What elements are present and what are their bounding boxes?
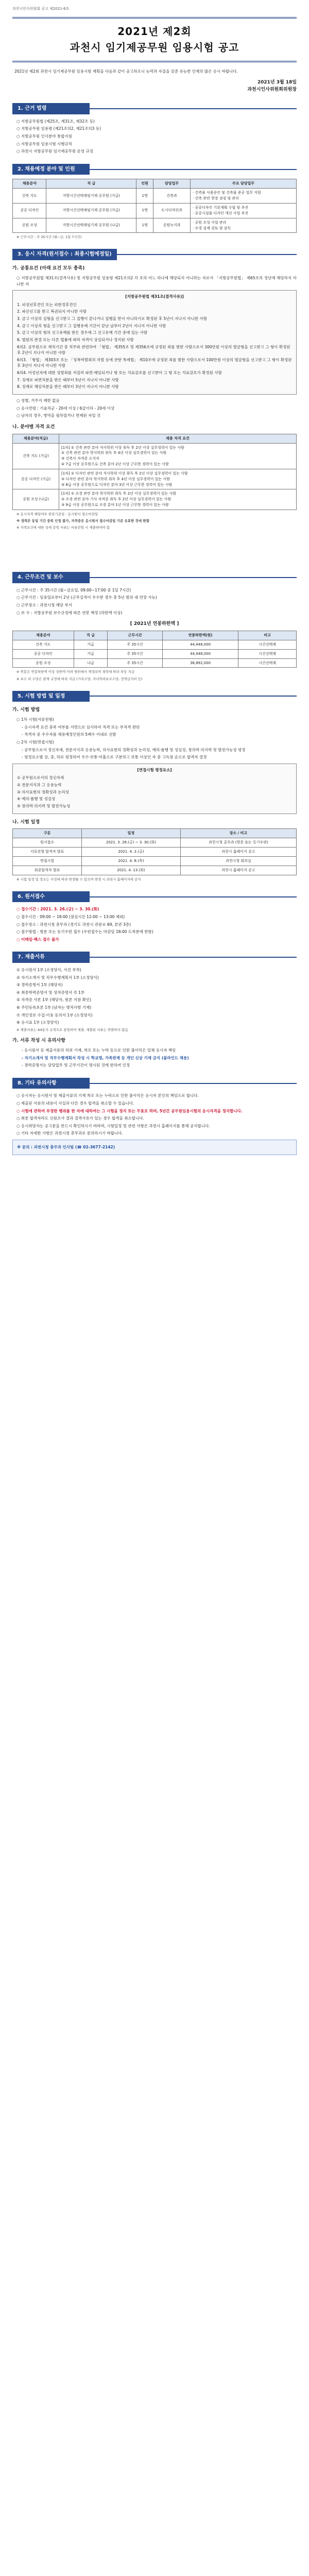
section-2-title: 2. 채용예정 분야 및 인원 [12, 164, 90, 175]
s8-item: ○ 시험에 관하여 부정한 행위를 한 자에 대하여는 그 시험을 정지 또는 무효로 하며, 5년간 공무원임용시험의 응시자격을 정지합니다. [16, 1108, 243, 1113]
s8-item: ○ 응시희망자는 공고문을 반드시 확인하시기 바라며, 시험일정 및 관련 사항은 과천시 홈페이지를 통해 공지합니다. [16, 1123, 210, 1128]
section-4-title: 4. 근무조건 및 보수 [12, 572, 90, 583]
s7-item: ⑤ 자격증 사본 1부 (해당자, 원본 지참 확인) [16, 997, 92, 1003]
s7-item: ② 자기소개서 및 직무수행계획서 1부 (소정양식) [16, 975, 99, 980]
box-item: ① 공무원으로서의 정신자세 [17, 775, 64, 781]
box-item: 4. 금고 이상의 형을 선고받고 그 집행유예 기간이 끝난 날부터 2년이 지나지 아니한 사람 [17, 323, 166, 328]
intro-text: 2021년 제2회 과천시 임기제공무원 임용시험 계획을 다음과 같이 공고하오니 능력과 자질을 갖춘 유능한 인재의 많은 응시 바랍니다. [14, 69, 238, 74]
table-row [13, 204, 297, 218]
title-banner [12, 17, 297, 62]
table-header: 비고 [238, 631, 297, 640]
table-cell: · 공원 조성 사업 관리 · 조경 설계 검토 및 감독 [191, 218, 297, 233]
s5-sub2: 나. 시험 일정 [12, 819, 40, 825]
s5-p2b: - 평정요소별 상, 중, 하로 평정하여 우수·보통·미흡으로 구분하고 보통 이상인 자 중 고득점 순으로 합격자 결정 [22, 755, 207, 760]
s5-p1b: - 적격자 중 우수자를 채용예정인원의 5배수 이내로 선발 [22, 732, 116, 737]
s1-item: ○ 지방공무원법 (제25조, 제31조, 제32조 등) [16, 118, 95, 124]
s1-item: ○ 지방공무원 임용시험 시행규칙 [16, 141, 72, 146]
table-cell: 공원 조성 (나급) [13, 489, 59, 510]
section-8-header [12, 1078, 297, 1089]
s3b-sub: 나. 분야별 자격 요건 [12, 424, 55, 430]
table-row [13, 866, 297, 875]
section-7-title: 7. 제출서류 [12, 952, 90, 963]
s7-item: ④ 최종학력증명서 및 성적증명서 각 1부 [16, 990, 85, 995]
s6-item: ○ 접수기간 : 2021. 3. 26.(금) ~ 3. 30.(화) [16, 907, 99, 912]
section-6-title: 6. 원서접수 [12, 891, 90, 903]
s3-p2: ○ 성별, 거주지 제한 없음 [16, 398, 60, 403]
table-cell: 건축 지도 (가급) [13, 443, 59, 469]
table-header: 채용 자격 요건 [59, 434, 297, 443]
interview-box [12, 764, 297, 814]
s7-item: ⑧ 응시표 1부 (소정양식) [16, 1020, 59, 1025]
s7-item: ⑦ 개인정보 수집·이용 동의서 1부 (소정양식) [16, 1012, 93, 1018]
qualification-table [12, 434, 297, 510]
table-cell: 건축과 [153, 189, 190, 204]
table-cell: 지방시간선택제임기제 공무원 (나급) [46, 218, 136, 233]
s4-item: ○ 보 수 : 지방공무원 보수규정에 따른 연봉 책정 (하한액 이상) [16, 610, 123, 615]
table-cell: 44,448,000 [162, 649, 238, 658]
s8-item: ○ 응시자는 응시원서 및 제출서류의 기재 착오 또는 누락으로 인한 불이익은 응시자 본인의 책임으로 합니다. [16, 1093, 199, 1098]
table-cell: 2021. 4. 13.(화) [82, 866, 181, 875]
s5-p1: ○ 1차 시험(서류전형) [16, 717, 54, 722]
table-row [13, 489, 297, 510]
table-cell: 주 35시간 [108, 640, 162, 649]
table-cell: [1차] ① 건축 관련 분야 석사학위 이상 취득 후 2년 이상 실무경력이 있는 사람 ② 건축 관련 분야 학사학위 취득 후 4년 이상 실무경력이 있는 사람 ③ 건축사 자격증 소지자 ④ 7급 이상 공무원으로 건축 분야 2년 이상 근무한 경력이 있는 사람 [59, 443, 297, 469]
schedule-note: ※ 시험 일정 및 장소는 사정에 따라 변경될 수 있으며 변경 시 과천시 홈페이지에 공지 [16, 877, 141, 882]
table-header: 직 급 [74, 631, 108, 640]
table-cell: 1명 [136, 204, 153, 218]
salary-table [12, 631, 297, 668]
box-item: ④ 예의·품행 및 성실성 [17, 796, 56, 802]
table-cell: 2021. 3. 26.(금) ~ 3. 30.(화) [82, 838, 181, 848]
table-header: 담당업무 [153, 179, 190, 189]
table-header: 연봉하한액(원) [162, 631, 238, 640]
table-cell: 도시디자인과 [153, 204, 190, 218]
box-item: 6. 법원의 판결 또는 다른 법률에 따라 자격이 상실되거나 정지된 사람 [17, 337, 134, 342]
s3-p1: ○ 지방공무원법 제31조(결격사유) 및 지방공무원 임용령 제21조의2 각 호의 어느 하나에 해당되지 아니하는 자로서 「지방공무원법」 제65조의 정년에 해당하지 아니한 자 [16, 275, 297, 286]
table-cell: 과천시청 총무과 (방문 또는 등기우편) [180, 838, 296, 848]
table-cell: 2021. 4. 2.(금) [82, 848, 181, 857]
salary-table-title: [ 2021년 연봉하한액 ] [130, 621, 179, 627]
table-row [13, 640, 297, 649]
s2-note: ※ 근무시간 : 주 35시간 (월~금, 1일 7시간) [16, 235, 82, 240]
table-cell: 가급 [74, 640, 108, 649]
table-cell: 주 35시간 [108, 658, 162, 668]
s8-item: ○ 제출된 서류의 내용이 사실과 다른 경우 합격을 취소할 수 있습니다. [16, 1100, 134, 1106]
table-cell: 시간선택제 [238, 640, 297, 649]
s5-p1a: - 응시자격 요건 충족 여부를 서면으로 심사하여 적격 또는 부적격 판단 [22, 724, 140, 730]
table-cell: 시간선택제 [238, 658, 297, 668]
table-header: 채용분야 [13, 179, 46, 189]
box-item: 6의3. 「형법」 제303조 또는 「성폭력범죄의 처벌 등에 관한 특례법」 제10조에 규정된 죄를 범한 사람으로서 100만원 이상의 벌금형을 선고받고 그 형이 확정된 후 3년이 지나지 아니한 사람 [17, 357, 292, 368]
table-row [13, 469, 297, 489]
s7-sub-item: - 경력증명서는 담당업무 및 근무기간이 명시된 것에 한하여 인정 [22, 1063, 130, 1068]
notice-date: 2021년 3월 18일 [257, 80, 297, 86]
s6-item: ○ 접수장소 : 과천시청 총무과 (경기도 과천시 관문로 69, 본관 3층) [16, 922, 131, 927]
table-cell: 과천시 홈페이지 공고 [180, 866, 296, 875]
s3-sub1: 가. 공통요건 (아래 요건 모두 충족) [12, 265, 85, 271]
box-item: 2. 파산선고를 받고 복권되지 아니한 사람 [17, 309, 87, 314]
table-cell: 공원 조성 [13, 218, 46, 233]
table-header: 인원 [136, 179, 153, 189]
section-5-header [12, 691, 297, 702]
contact-text: ※ 문의 : 과천시청 총무과 인사팀 (☎ 02-3677-2142) [17, 1145, 115, 1149]
table-cell: 1명 [136, 189, 153, 204]
s4-item: ○ 근무기간 : 임용일로부터 2년 (근무실적이 우수한 경우 총 5년 범위 내 연장 가능) [16, 595, 157, 600]
title-line-2: 과천시 임기제공무원 임용시험 공고 [70, 41, 239, 54]
box-item: ② 전문지식과 그 응용능력 [17, 783, 62, 788]
table-header: 주요 담당업무 [191, 179, 297, 189]
table-row [13, 658, 297, 668]
box-item: 8. 징계로 해임처분을 받은 때부터 3년이 지나지 아니한 사람 [17, 384, 119, 389]
s4-note: ※ 연봉은 연봉하한액 이상 상한액 이하 범위에서 책정되며 경력에 따라 차등 지급 [16, 670, 135, 674]
box-title: [지방공무원법 제31조(결격사유)] [125, 294, 184, 299]
table-cell: 44,448,000 [162, 640, 238, 649]
title-line-1: 2021년 제2회 [117, 25, 192, 38]
table-row [13, 848, 297, 857]
table-cell: 지방시간선택제임기제 공무원 (가급) [46, 204, 136, 218]
table-cell: 주 35시간 [108, 649, 162, 658]
s8-item: ○ 최종 합격자라도 신원조사 결과 결격사유가 있는 경우 합격을 취소합니다. [16, 1116, 144, 1121]
table-cell: 공공 디자인 [13, 649, 74, 658]
table-header: 채용분야 [13, 631, 74, 640]
schedule-table [12, 828, 297, 875]
table-row [13, 189, 297, 204]
s3b-note: ※ 경력은 동일 기간 중복 인정 불가, 자격증은 응시원서 접수마감일 기준 유효한 것에 한함 [16, 519, 149, 523]
table-cell: 서류전형 합격자 발표 [13, 848, 82, 857]
section-2-header [12, 164, 297, 175]
s1-item: ○ 과천시 지방공무원 임기제공무원 운영 규정 [16, 149, 93, 154]
section-8-title: 8. 기타 유의사항 [12, 1078, 90, 1089]
s3b-note: ※ 자격요건에 대한 상세 증빙 서류는 서류전형 시 제출하여야 함 [16, 526, 110, 530]
table-cell: [1차] ① 디자인 관련 분야 석사학위 이상 취득 후 2년 이상 실무경력이 있는 사람 ② 디자인 관련 분야 학사학위 취득 후 4년 이상 실무경력이 있는 사람 ③ 8급 이상 공무원으로 디자인 분야 3년 이상 근무한 경력이 있는 사람 [59, 469, 297, 489]
s4-item: ○ 근무시간 : 주 35시간 (월~금요일, 09:00~17:00 중 1일 7시간) [16, 587, 131, 592]
section-6-header [12, 891, 297, 903]
box-item: ③ 의사표현의 정확성과 논리성 [17, 789, 69, 794]
table-cell: 최종합격자 발표 [13, 866, 82, 875]
s7-sub-item: - 응시원서 등 제출서류의 허위 기재, 착오 또는 누락 등으로 인한 불이익은 일체 응시자 책임 [22, 1047, 176, 1053]
table-cell: 공공 디자인 (가급) [13, 469, 59, 489]
table-row [13, 443, 297, 469]
s7-item: ① 응시원서 1부 (소정양식, 사진 부착) [16, 967, 81, 972]
table-header: 근무시간 [108, 631, 162, 640]
table-cell: 시간선택제 [238, 649, 297, 658]
s7-sub-item: - 자기소개서 및 직무수행계획서 작성 시 학교명, 가족관계 등 개인 신상 기재 금지 (블라인드 채용) [22, 1055, 189, 1060]
s5-p2: ○ 2차 시험(면접시험) [16, 739, 54, 744]
box-item: 1. 피성년후견인 또는 피한정후견인 [17, 302, 77, 307]
s1-item: ○ 지방공무원 임용령 (제21조의2, 제21조의3 등) [16, 126, 101, 131]
section-3-title: 3. 응시 자격(원서접수 : 최종시험예정일) [12, 249, 117, 260]
s3-p3: ○ 응시연령 : 기술직군 - 20세 이상 / 6급이하 - 20세 이상 [16, 405, 115, 411]
s3-p4: ○ 남자의 경우, 병역을 필하였거나 면제된 자일 것 [16, 413, 101, 418]
table-header: 장소 / 비고 [180, 829, 296, 838]
table-cell: 건축 지도 [13, 189, 46, 204]
recruit-table [12, 179, 297, 233]
table-cell: · 공공디자인 기본계획 수립 및 추진 · 공공시설물 디자인 개선 사업 추진 [191, 204, 297, 218]
s5-p2a: - 공무원으로서 정신자세, 전문지식과 응용능력, 의사표현의 정확성과 논리성, 예의·품행 및 성실성, 창의력·의지력 및 발전가능성 평정 [22, 747, 246, 752]
section-3-header [12, 249, 297, 260]
s4-note: ※ 보수 외 수당은 관계 규정에 따라 지급 (가족수당, 자녀학비보조수당, 정액급식비 등) [16, 676, 143, 681]
table-cell: 면접시험 [13, 857, 82, 866]
s7-item: ⑥ 주민등록초본 1부 (남자는 병적사항 기재) [16, 1005, 92, 1010]
notice-number: 과천시인사위원회 공고 제2021-6호 [12, 7, 70, 11]
s4-item: ○ 근무장소 : 과천시청 해당 부서 [16, 602, 72, 607]
table-cell: 공원녹지과 [153, 218, 190, 233]
s7-item: ③ 경력증명서 1부 (해당자) [16, 982, 63, 988]
box-item: 3. 금고 이상의 실형을 선고받고 그 집행이 끝나거나 집행을 받지 아니하기로 확정된 후 5년이 지나지 아니한 사람 [17, 316, 207, 321]
table-row [13, 649, 297, 658]
contact-box [12, 1140, 297, 1155]
table-cell: 지방시간선택제임기제 공무원 (가급) [46, 189, 136, 204]
table-cell: 나급 [74, 658, 108, 668]
s6-item: ○ 이메일·팩스 접수 불가 [16, 937, 59, 942]
table-header: 구분 [13, 829, 82, 838]
section-5-title: 5. 시험 방법 및 일정 [12, 691, 90, 702]
s7-sub: 가. 서류 작성 시 유의사항 [12, 1038, 65, 1043]
table-cell: 공공 디자인 [13, 204, 46, 218]
box-item: ⑤ 창의력·의지력 및 발전가능성 [17, 803, 71, 808]
table-cell: · 건축물 사용승인 및 건축물 준공 업무 지원 · 건축 관련 현장 점검 및 관리 [191, 189, 297, 204]
table-cell: 원서접수 [13, 838, 82, 848]
table-cell: 과천시청 회의실 [180, 857, 296, 866]
section-1-title: 1. 근거 법령 [12, 103, 90, 114]
box-item: 5. 금고 이상의 형의 선고유예를 받은 경우에 그 선고유예 기간 중에 있는 사람 [17, 330, 148, 335]
s6-item: ○ 접수시간 : 09:00 ~ 18:00 (점심시간 12:00 ~ 13:00 제외) [16, 914, 125, 919]
s6-item: ○ 접수방법 : 방문 또는 등기우편 접수 (우편접수는 마감일 18:00 도착분에 한함) [16, 929, 153, 935]
box-title: [면접시험 평정요소] [137, 767, 172, 772]
disqualification-box [12, 290, 297, 395]
table-cell: 1명 [136, 218, 153, 233]
s3b-note: ※ 응시자격 해당여부 판단기준일 : 응시원서 접수마감일 [16, 512, 98, 516]
section-4-header [12, 572, 297, 583]
table-row [13, 838, 297, 848]
table-cell: 건축 지도 [13, 640, 74, 649]
s1-item: ○ 지방공무원 인사분야 통합지침 [16, 134, 72, 139]
table-cell: 38,892,000 [162, 658, 238, 668]
box-item: 6의4. 미성년자에 대한 성범죄를 저질러 파면·해임되거나 형 또는 치료감호를 선고받아 그 형 또는 치료감호가 확정된 사람 [17, 370, 222, 375]
box-item: 6의2. 공무원으로 재직기간 중 직무와 관련하여 「형법」 제355조 및 제356조에 규정된 죄를 범한 사람으로서 300만원 이상의 벌금형을 선고받고 그 형이 확정된 후 2년이 지나지 아니한 사람 [17, 344, 290, 355]
s5-sub1: 가. 시험 방법 [12, 707, 40, 713]
table-cell: [1차] ① 조경 관련 분야 학사학위 취득 후 2년 이상 실무경력이 있는 사람 ② 조경 관련 분야 기사 자격증 취득 후 2년 이상 실무경력이 있는 사람 ③ 9급 이상 공무원으로 조경 분야 1년 이상 근무한 경력이 있는 사람 [59, 489, 297, 510]
notice-org: 과천시인사위원회위원장 [247, 87, 297, 93]
table-row [13, 857, 297, 866]
table-cell: 과천시 홈페이지 공고 [180, 848, 296, 857]
table-header: 일정 [82, 829, 181, 838]
table-row [13, 218, 297, 233]
s7-note: ※ 제출서류는 A4용지 규격으로 통일하여 제출, 제출된 서류는 반환하지 않음 [16, 1027, 128, 1032]
section-7-header [12, 952, 297, 963]
table-cell: 가급 [74, 649, 108, 658]
table-header: 채용분야(직급) [13, 434, 59, 443]
table-cell: 공원 조성 [13, 658, 74, 668]
table-cell: 2021. 4. 8.(목) [82, 857, 181, 866]
table-header: 직 급 [46, 179, 136, 189]
s8-item: ○ 기타 자세한 사항은 과천시청 총무과로 문의하시기 바랍니다. [16, 1131, 123, 1136]
box-item: 7. 징계로 파면처분을 받은 때부터 5년이 지나지 아니한 사람 [17, 377, 119, 382]
section-1-header [12, 103, 297, 114]
